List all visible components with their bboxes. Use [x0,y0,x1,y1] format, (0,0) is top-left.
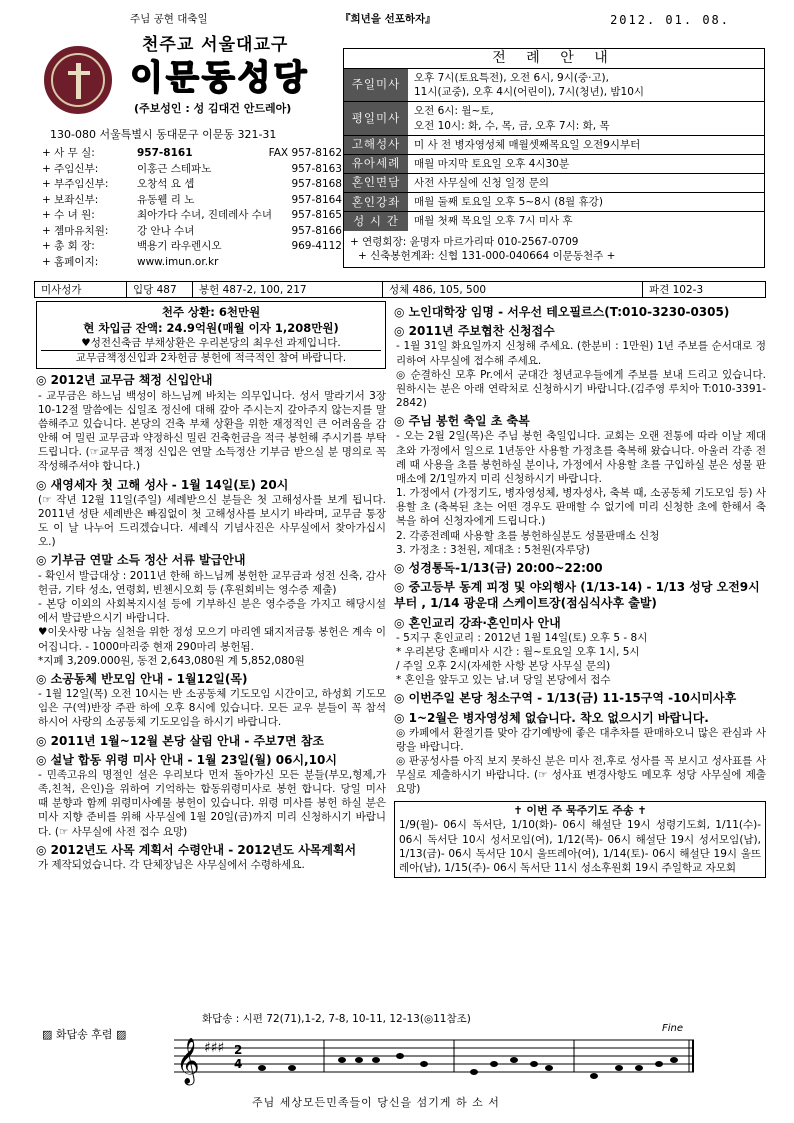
contact-value: 최아가다 수녀, 진데레사 수녀 [137,209,273,221]
liturgy-row [344,136,764,155]
psalm-label: ▨ 화답송 후렴 ▨ [42,1028,127,1041]
svg-text:♯♯♯: ♯♯♯ [204,1040,225,1056]
liturgy-notes [344,231,764,267]
notice-text: 가 제작되었습니다. 각 단체장님은 사무실에서 수령하세요. [38,858,305,871]
notice-heading: ◎ 2012년 교무금 책정 신입안내 [36,373,213,388]
notice-section [36,733,386,749]
liturgy-key: 유아세례 [344,155,408,173]
debt-line: 교무금책정신입과 2차헌금 봉헌에 적극적인 참여 바랍니다. [41,350,381,365]
notice-section [36,842,386,872]
contact-value: 이홍근 스테파노 [137,162,212,175]
contact-row [42,255,342,271]
notice-heading: ◎ 새영세자 첫 고해 성사 - 1월 14일(토) 20시 [36,477,289,492]
debt-line: 천주 상환: 6천만원 [161,305,261,319]
notice-section [394,560,766,576]
notice-heading: ◎ 1~2월은 병자영성체 없습니다. 착오 없으시기 바랍니다. [394,710,709,725]
note-line: + 신축봉헌계좌: 신협 131-000-040664 이문동천주 + [358,249,616,262]
contact-row [42,208,342,224]
contact-phone: 957-8168 [291,178,342,190]
contact-row [42,177,342,193]
prayer-title: ✝ 이번 주 묵주기도 주송 ✝ [513,803,647,817]
contact-row [42,162,342,178]
contact-key: + 홈페이지: [42,255,99,268]
notice-text: * 우리본당 혼배미사 시간 : 월~토요일 오후 1시, 5시 [396,645,640,658]
notice-heading: ◎ 2012년도 사목 계획서 수령안내 - 2012년도 사목계획서 [36,842,357,857]
svg-text:4: 4 [234,1057,243,1071]
rosary-prayer-box [394,801,766,879]
stat-cell: 입당 487 [127,282,193,297]
contact-key: + 부주임신부: [42,178,109,190]
contact-row [42,146,342,162]
contact-row [42,193,342,209]
svg-text:𝄞: 𝄞 [176,1038,200,1084]
contact-key: + 보좌신부: [42,193,99,206]
notice-text: 3. 가정초 : 3천원, 제대초 : 5천원(자루당) [396,543,590,556]
left-column [36,301,386,872]
notice-text: ◎ 카페에서 환절기를 맞아 감기예방에 좋은 대추차를 판매하오니 많은 관심과 사랑을 바랍니다. [396,726,766,753]
svg-text:2: 2 [234,1043,243,1057]
notice-text: - 교무금은 하느님 백성이 하느님께 바치는 의무입니다. 성서 말라기서 3장 10-12절 말씀에는 십일조 정신에 대해 갚아 주시는지 갚아주지 않는지를 말씀해주고 있습니다. 본당의 건축 부채 상환을 위한 재정적인 큰 어려움을 감안해 여 밀린 교무금과 약정하신 밀린 건축헌금을 적극 봉헌해 주시기를 부탁드립니다. (☞교무금 책정 신입은 연말 소득정산 기부금 받으실 분 명의로 꼭 작성해주셔야 합니다.) [38,389,386,473]
contact-key: + 수 녀 원: [42,209,95,221]
stat-cell: 미사성가 [35,282,127,297]
contact-value[interactable]: www.imun.or.kr [137,255,219,268]
church-name: 이문동성당 [130,58,310,98]
contact-row [42,239,342,255]
notice-section [394,368,766,411]
debt-box [36,301,386,369]
liturgy-value [408,174,764,192]
contact-key: + 총 회 장: [42,240,95,252]
stat-cell: 봉헌 487-2, 100, 217 [193,282,383,297]
liturgy-line: 매월 첫째 목요일 오후 7시 미사 후 [414,215,573,228]
notice-text: *지폐 3,209.000원, 동전 2,643,080원 계 5,852,080원 [38,654,305,667]
stat-cell: 성체 486, 105, 500 [383,282,643,297]
contact-value: 오창석 요 셉 [137,178,195,190]
debt-line: 현 차입금 잔액: 24.9억원(매월 이자 1,208만원) [83,320,339,335]
liturgy-table [343,48,765,268]
liturgy-key: 혼인면담 [344,174,408,192]
church-logo-icon [44,46,112,114]
liturgy-key: 혼인강좌 [344,193,408,211]
notice-text: - 1월 12일(목) 오전 10시는 반 소공동체 기도모임 시간이고, 하성회 기도모임은 구(역)반장 주관 하에 오후 8시에 있습니다. 모든 교우 분들이 꼭 참석하시어 사랑의 소공동체 기도모임을 하시기 바랍니다. [38,688,386,729]
liturgy-key: 평일미사 [344,102,408,134]
liturgy-row [344,69,764,102]
notice-section [394,690,766,706]
liturgy-line: 11시(교중), 오후 4시(어린이), 7시(청년), 밤10시 [414,86,645,99]
notice-section [36,752,386,839]
liturgy-line: 오전 10시: 화, 수, 목, 금, 오후 7시: 화, 목 [414,119,610,132]
hymn-stats [34,281,766,298]
contact-value: 백용기 라우렌시오 [137,240,222,252]
contact-row [42,224,342,240]
patron-saint: (주보성인 : 성 김대건 안드레아) [134,102,292,115]
notice-text: * 혼인을 앞두고 있는 남.녀 당일 본당에서 접수 [396,674,611,687]
notice-section [394,304,766,320]
liturgy-value [408,136,764,154]
fine-mark: Fine [662,1023,684,1034]
notice-heading: ◎ 혼인교리 강좌·혼인미사 안내 [394,615,561,630]
contact-phone: 969-4112 [291,240,342,252]
music-staff [174,1030,694,1092]
contact-key: + 사 무 실: [42,147,95,159]
psalm-ref: 화답송 : 시편 72(71),1-2, 7-8, 10-11, 12-13(◎11참조) [202,1013,471,1025]
notice-text: - 확인서 발급대상 : 2011년 한해 하느님께 봉헌한 교무금과 성전 신축, 감사헌금, 기타 성소, 연령회, 빈첸시오회 등 (후원회비는 영수증 제출) [38,569,386,596]
note-line: + 연령회장: 윤명자 마르가리따 010-2567-0709 [350,235,579,248]
psalm-lyric: 주님 세상모든민족들이 당신을 섬기게 하 소 서 [252,1096,500,1109]
notice-section [394,323,766,368]
liturgy-value [408,155,764,173]
notice-section [36,372,386,473]
notice-section [394,710,766,726]
notice-text: - 오는 2월 2일(목)은 주님 봉헌 축일입니다. 교회는 오랜 전통에 따라 이날 제대초와 가정에서 일으로 1년동안 사용할 가정초를 축복해 왔습니다. 아울러 각종 전례 때 사용을 초를 봉헌하실 분이나, 가정에서 사용할 초를 구입하실 분은 성물 판매소에 2/1일까지 미리 신청하시기 바랍니다. [396,430,766,485]
stat-cell: 파견 102-3 [649,284,704,296]
notice-heading: ◎ 설날 합동 위령 미사 안내 - 1월 23일(월) 06시,10시 [36,752,337,767]
contact-phone: 957-8163 [291,162,342,175]
liturgy-title: 전 례 안 내 [344,49,764,69]
church-header [34,32,342,280]
notice-text: / 주일 오후 2시(자세한 사항 본당 사무실 문의) [396,660,611,673]
issue-date: 2012. 01. 08. [610,13,730,27]
liturgy-line: 매월 둘째 토요일 오후 5~8시 (8월 휴강) [414,196,603,209]
diocese-name: 천주교 서울대교구 [142,35,289,55]
liturgy-key: 주일미사 [344,69,408,101]
notice-heading: ◎ 소공동체 반모임 안내 - 1월12일(목) [36,671,248,686]
contact-key: + 젬마유치원: [42,224,109,237]
notice-heading: ◎ 기부금 연말 소득 정산 서류 발급안내 [36,553,246,568]
liturgy-value [408,69,764,101]
notice-text: ◎ 판공성사를 아직 보지 못하신 분은 미사 전,후로 성사를 꼭 보시고 성사표를 사무실로 제출하시기 바랍니다. (☞ 성사표 변경사항도 메모후 성당 사무실에 제출요망) [396,755,766,796]
liturgy-key: 성 시 간 [344,212,408,230]
liturgy-line: 오전 6시: 월~토, [414,105,494,118]
contact-phone: 957-8166 [291,224,342,237]
liturgy-line: 미 사 전 병자영성체 매월셋째목요일 오전9시부터 [414,138,641,151]
notice-text: ♥이웃사랑 나눔 실천을 위한 정성 모으기 마리엔 돼지저금통 봉헌은 계속 이어집니다. - 1000마리중 현재 290마리 봉헌됨. [38,626,386,653]
notice-section [394,413,766,557]
top-bar [30,12,770,28]
responsorial-psalm [34,1010,766,1110]
notice-text: - 1월 31일 화요일까지 신청해 주세요. (한분비 : 1만원) 1년 주보를 순서대로 정리하여 사무실에 접수해 주세요. [396,340,766,367]
contact-key: + 주임신부: [42,162,99,175]
notice-heading: ◎ 주님 봉헌 축일 초 축복 [394,414,530,429]
church-address: 130-080 서울특별시 동대문구 이문동 321-31 [50,128,277,141]
liturgy-row [344,193,764,212]
prayer-text: 1/9(월)- 06시 독서단, 1/10(화)- 06시 해설단 19시 성령기도회, 1/11(수)- 06시 독서단 10시 성서모임(여), 1/12(목)- 06시 해설단 19시 성서모임(남), 1/13(금)- 06시 독서단 10시 울뜨레아(여), 1/14(토)- 06시 해설단 19시 울뜨레아(남), 1/15(주)- 06시 독서단 11시 성소후원회 19시 주일학교 자모회 [399,819,761,874]
notice-text: - 민족고유의 명절인 설은 우리보다 먼저 돌아가신 모든 분들(부모,형제,가족,친척, 은인)을 위하여 기억하는 합동위령미사로 봉헌 합니다. 당일 미사 때 분향과 함께 위령미사예물 봉헌이 있습니다. 위령 미사를 봉헌 하실 분은 미사 지향 준비를 위해 사무실에 1월 20일(금)까지 미리 신청하시기 바랍니다. (☞ 사무실에 사전 접수 요망) [38,768,386,838]
liturgy-line: 매월 마지막 토요일 오후 4시30분 [414,157,570,170]
notice-heading: ◎ 2011년 1월~12월 본당 살림 안내 - 주보7면 참조 [36,733,325,748]
notice-heading: ◎ 중고등부 동계 피정 및 야외행사 (1/13-14) - 1/13 성당 오전9시부터 , 1/14 광운대 스케이트장(점심식사후 출발) [394,580,760,611]
debt-line: ♥성전신축금 부채상환은 우리본당의 최우선 과제입니다. [81,337,341,350]
notice-section [36,552,386,667]
notice-section [36,671,386,730]
notice-section [394,726,766,797]
right-column [394,301,766,878]
contact-list [42,146,342,270]
notice-text: (☞ 작년 12월 11일(주일) 세례받으신 분들은 첫 고해성사를 보게 됩니다. 2011년 성탄 세례반은 빠짐없이 첫 고해성사를 보시기 바라며, 교무금 통장도 이 날 나누어 드리겠습니다. 세례식 기념사진은 사무실에서 찾아가십시오.) [38,493,386,549]
notice-text: 2. 각종전례때 사용할 초를 봉헌하실분도 성물판매소 신청 [396,529,660,542]
liturgy-row [344,155,764,174]
liturgy-value [408,102,764,134]
contact-phone: 957-8165 [291,209,342,221]
contact-phone: FAX 957-8162 [268,147,342,159]
notice-heading: ◎ 성경통독-1/13(금) 20:00~22:00 [394,560,603,575]
liturgy-value [408,193,764,211]
notice-heading: ◎ 2011년 주보협찬 신청접수 [394,324,555,339]
notice-text: - 본당 이외의 사회복지시설 등에 기부하신 분은 영수증을 가지고 해당시설에서 발급받으시기 바랍니다. [38,598,386,625]
liturgy-row [344,174,764,193]
notice-text: ◎ 순결하신 모후 Pr.에서 군대간 청년교우들에게 주보를 보내 드리고 있습니다. 원하시는 분은 아래 연락처로 신청하시기 바랍니다.(김주영 루치아 T:010-3391-2842) [396,368,766,410]
contact-phone: 957-8164 [291,193,342,206]
notice-heading: ◎ 노인대학장 임명 - 서우선 테오필르스(T:010-3230-0305) [394,305,730,319]
notice-section [394,579,766,611]
liturgy-key: 고해성사 [344,136,408,154]
liturgy-row [344,212,764,230]
contact-value: 강 안나 수녀 [137,224,195,237]
liturgy-line: 사전 사무실에 신청 일정 문의 [414,177,550,190]
motto: 『희년을 선포하자』 [340,13,436,25]
notice-section [36,477,386,550]
contact-value: 957-8161 [137,147,193,159]
liturgy-line: 오후 7시(토요특전), 오전 6시, 9시(중·고), [414,72,609,84]
liturgy-value [408,212,764,230]
notice-heading: ◎ 이번주일 본당 청소구역 - 1/13(금) 11-15구역 -10시미사후 [394,691,737,706]
contact-value: 유동웰 리 노 [137,193,195,206]
feast-label: 주님 공현 대축일 [130,13,208,25]
notice-text: - 5지구 혼인교리 : 2012년 1월 14일(토) 오후 5 - 8시 [396,631,648,644]
liturgy-row [344,102,764,135]
notice-section [394,615,766,688]
notice-text: 1. 가정에서 (가정기도, 병자영성체, 병자성사, 축복 때, 소공동체 기도모임 등) 사용할 초 (축복된 초는 어떤 경우도 판매할 수 없기에 미리 신청한 초에 한해서 축복을 하여 신청자에게 드립니다.) [396,487,766,528]
